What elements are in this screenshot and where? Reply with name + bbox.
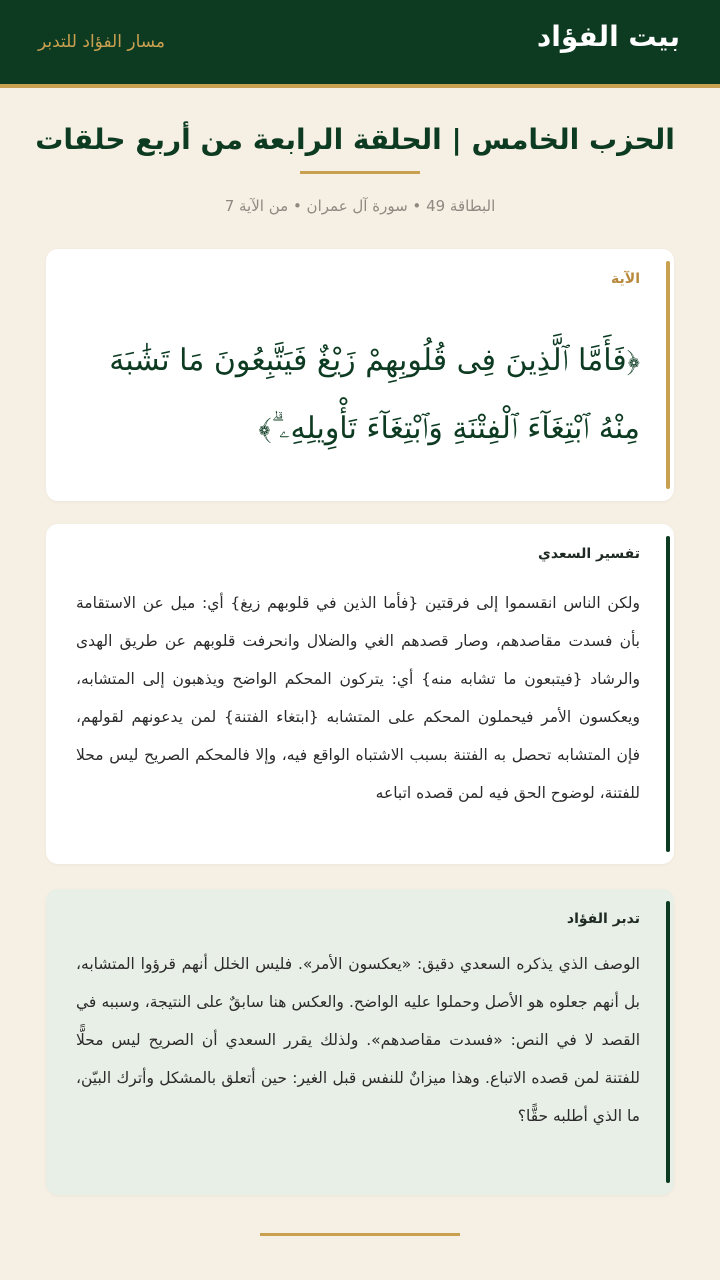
app-tagline: مسار الفؤاد للتدبر [38, 32, 166, 52]
title-divider [300, 171, 420, 174]
verse-card [46, 249, 674, 501]
app-header [0, 0, 720, 88]
tadabbur-card [46, 889, 674, 1195]
verse-label: الآية [611, 271, 640, 287]
verse-text: ﴿فَأَمَّا ٱلَّذِينَ فِى قُلُوبِهِمْ زَيْغٌ فَيَتَّبِعُونَ مَا تَشَٰبَهَ مِنْهُ ٱبْتِغَآءَ ٱلْفِتْنَةِ وَٱبْتِغَآءَ تَأْوِيلِهِۦ ۗ﴾ [109, 343, 640, 446]
verse-accent-bar [666, 261, 670, 489]
tafsir-text: ولكن الناس انقسموا إلى فرقتين {فأما الذين في قلوبهم زيغ} أي: ميل عن الاستقامة بأن فسدت مقاصدهم، وصار قصدهم الغي والضلال وانحرفت قلوبهم عن طريق الهدى والرشاد {فيتبعون ما تشابه منه} أي: يتركون المحكم الواضح ويذهبون إلى المتشابه، ويعكسون الأمر فيحملون المحكم على المتشابه {ابتغاء الفتنة} لمن يدعونهم لقولهم، فإن المتشابه تحصل به الفتنة بسبب الاشتباه الواقع فيه، وإلا فالمحكم الصريح ليس محلا للفتنة، لوضوح الحق فيه لمن قصده اتباعه [76, 594, 640, 802]
page-title: الحزب الخامس | الحلقة الرابعة من أربع حلقات [35, 123, 675, 156]
tadabbur-accent-bar [666, 901, 670, 1183]
tafsir-label: تفسير السعدي [538, 546, 640, 562]
tadabbur-label: تدبر الفؤاد [566, 911, 640, 927]
tadabbur-text: الوصف الذي يذكره السعدي دقيق: «يعكسون الأمر». فليس الخلل أنهم قرؤوا المتشابه، بل أنهم جعلوه هو الأصل وحملوا عليه الواضح. والعكس هنا سابقٌ على النتيجة، وسببه في القصد لا في النص: «فسدت مقاصدهم». ولذلك يقرر السعدي أن الصريح ليس محلًّا للفتنة لمن قصده الاتباع. وهذا ميزانٌ للنفس قبل الغير: حين أتعلق بالمشكل وأترك البيّن، ما الذي أطلبه حقًّا؟ [76, 955, 640, 1125]
tafsir-card [46, 524, 674, 864]
footer-divider [260, 1233, 460, 1236]
card-meta: البطاقة 49 • سورة آل عمران • من الآية 7 [224, 197, 496, 215]
tafsir-accent-bar [666, 536, 670, 852]
app-brand-title: بيت الفؤاد [536, 20, 680, 53]
